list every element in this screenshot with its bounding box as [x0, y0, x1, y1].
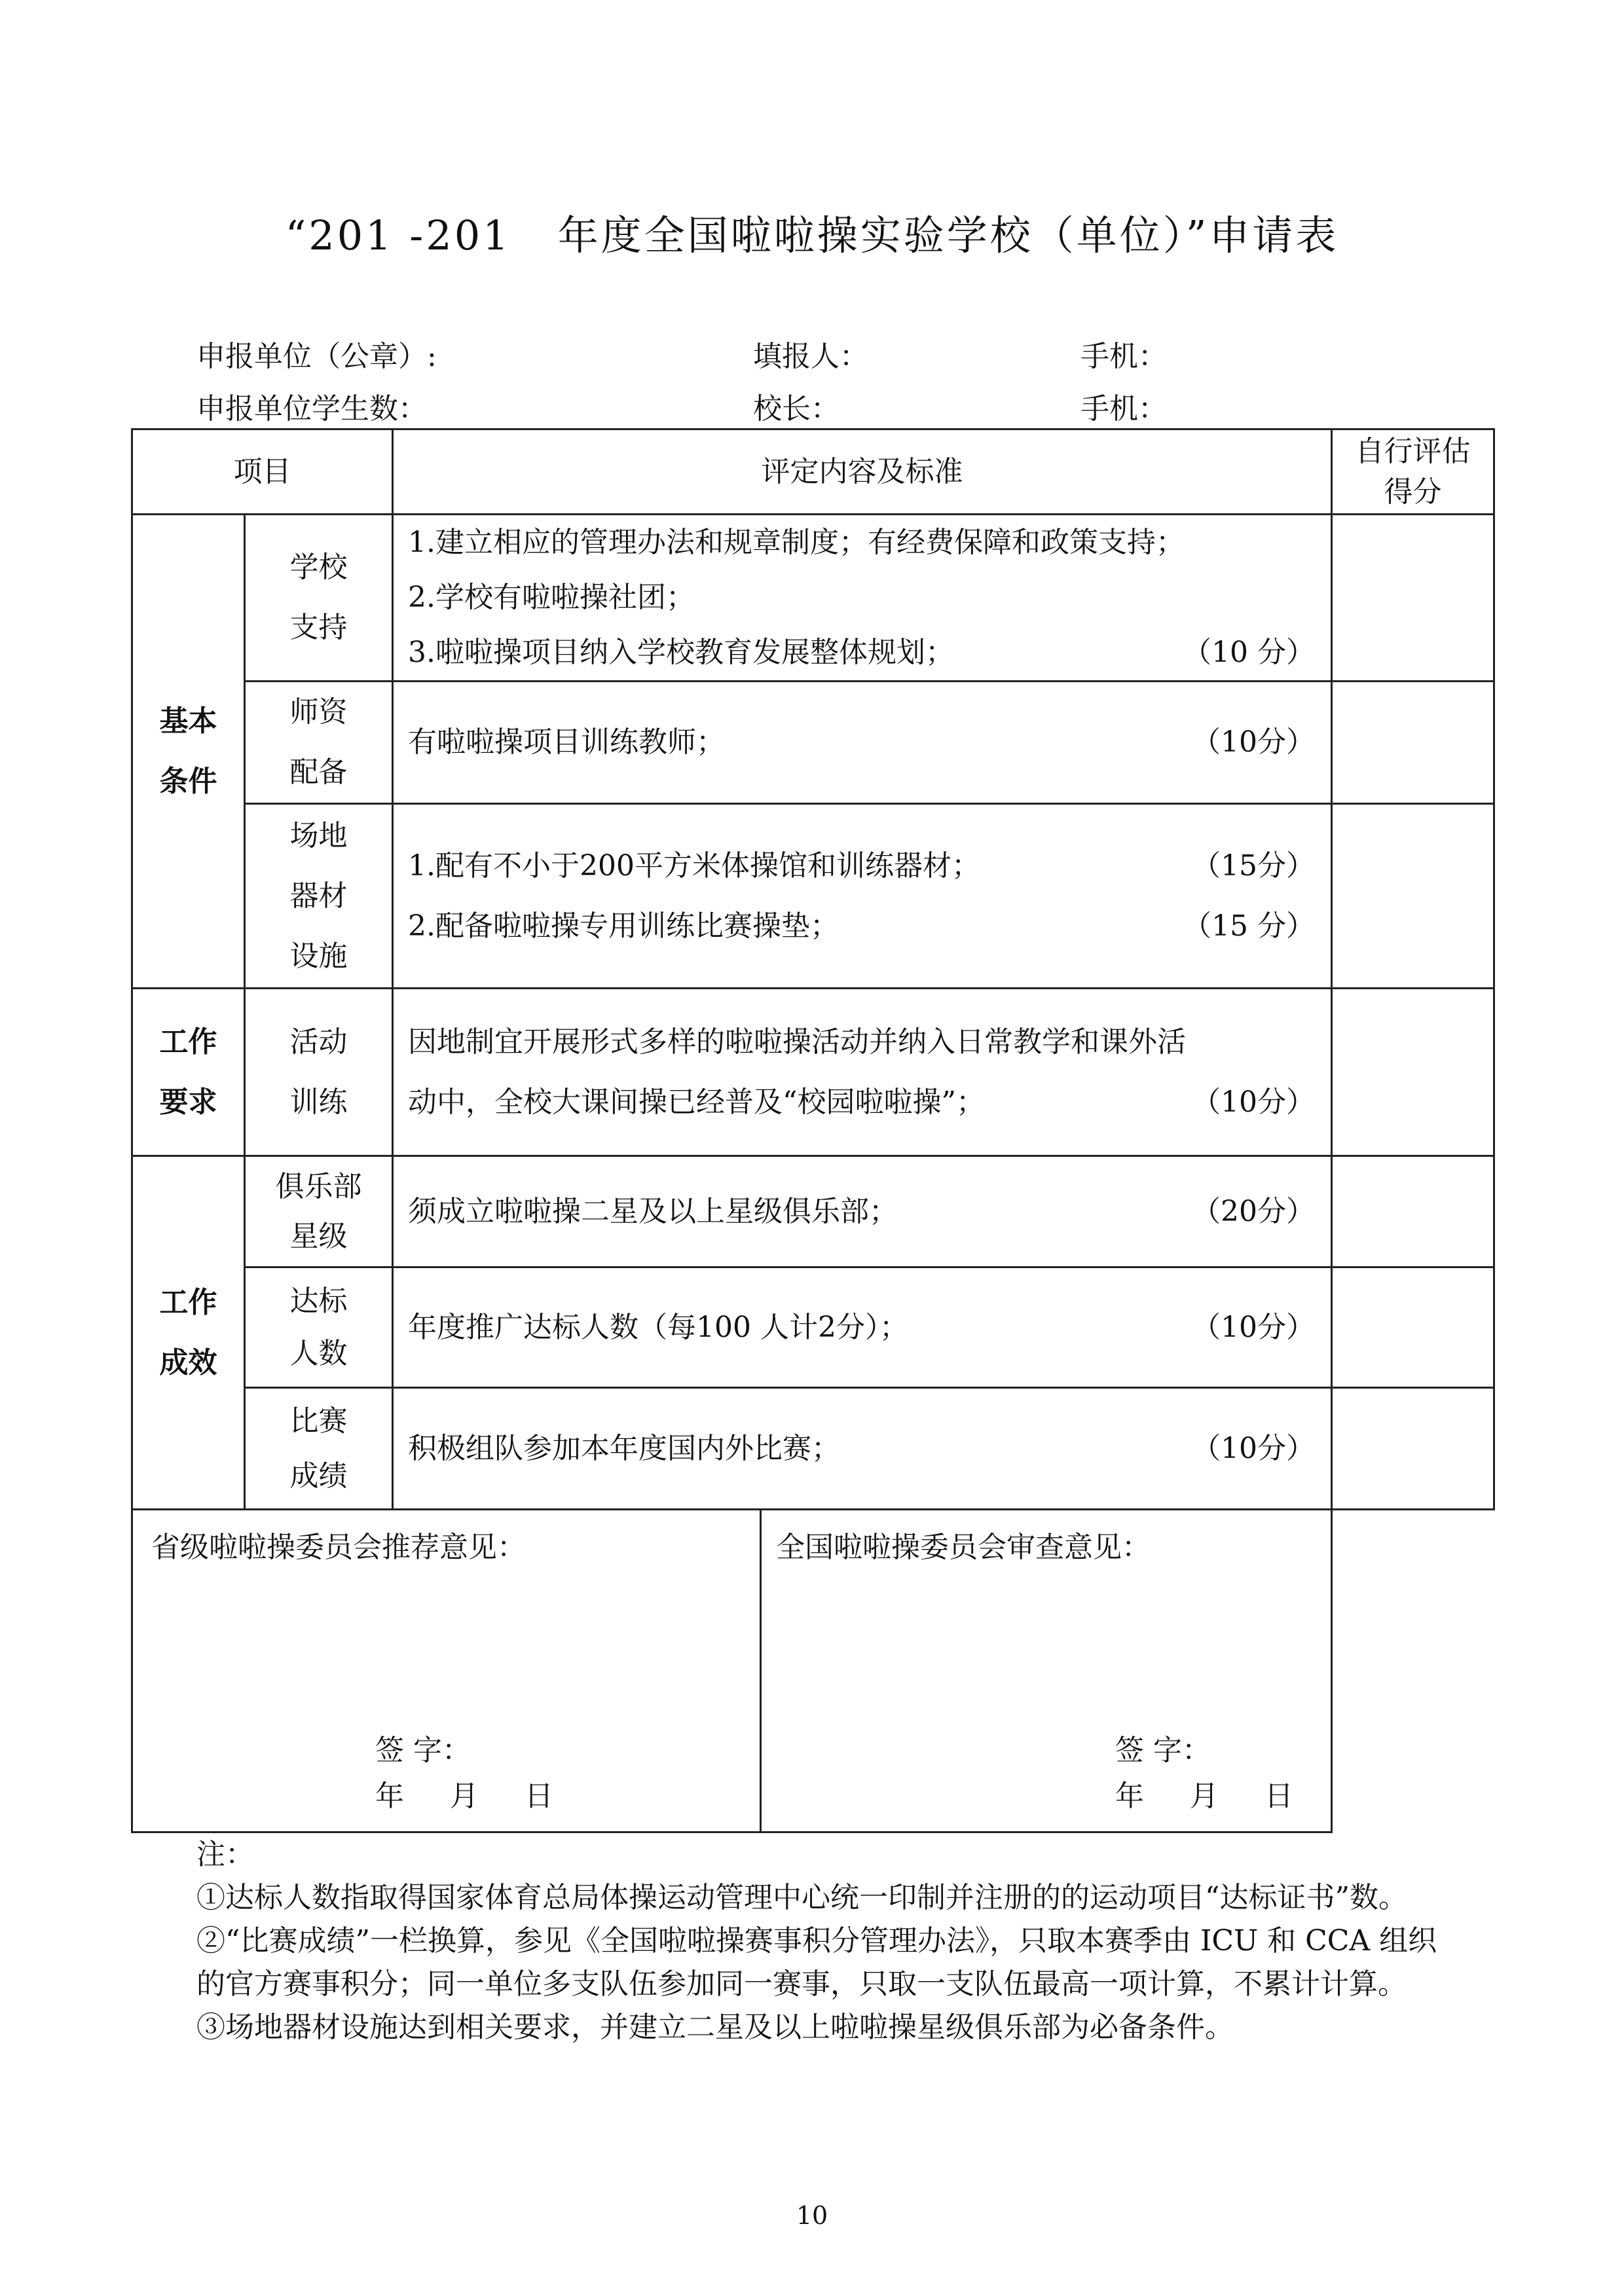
national-opinion-box[interactable]	[762, 1510, 1331, 1831]
filler-label: 填报人：	[753, 340, 868, 373]
phone-label-2: 手机：	[1080, 392, 1167, 426]
category-results	[132, 1156, 245, 1510]
sub-item-qualified-count: 达标 人数	[245, 1267, 393, 1388]
criteria-cell: 1.配有不小于200平方米体操馆和训练器材； （15分） 2.配备啦啦操专用训练比赛操垫； （15 分）	[393, 804, 1332, 989]
table-row	[132, 989, 1494, 1156]
score-input-cell[interactable]	[1332, 1156, 1494, 1267]
col-score-header-l1: 自行评估	[1355, 434, 1471, 468]
category-label: 条件	[159, 764, 217, 798]
signature-label: 签 字：	[375, 1734, 471, 1767]
form-title: “201 -201 年度全国啦啦操实验学校（单位）”申请表	[285, 211, 1339, 259]
provincial-opinion-label: 省级啦啦操委员会推荐意见：	[151, 1531, 526, 1564]
date-label: 年 月 日	[1115, 1779, 1293, 1813]
criteria-cell: 年度推广达标人数（每100 人计2分）； （10分）	[393, 1267, 1332, 1388]
score-input-cell[interactable]	[1332, 1388, 1494, 1510]
col-score-header-l2: 得分	[1384, 475, 1442, 509]
category-label: 成效	[159, 1345, 217, 1379]
table-row	[132, 1510, 1494, 1832]
score-input-cell[interactable]	[1332, 989, 1494, 1156]
table-row	[132, 1156, 1494, 1267]
category-label: 工作	[159, 1025, 217, 1059]
note-3: ③场地器材设施达到相关要求，并建立二星及以上啦啦操星级俱乐部为必备条件。	[196, 2011, 1234, 2044]
category-label: 基本	[159, 704, 217, 738]
table-row	[132, 804, 1494, 989]
category-basic	[132, 515, 245, 989]
sub-item-competition: 比赛 成绩	[245, 1388, 393, 1510]
score-input-cell[interactable]	[1332, 515, 1494, 682]
score-input-cell[interactable]	[1332, 804, 1494, 989]
unit-label: 申报单位（公章）:	[196, 340, 437, 373]
category-label: 工作	[159, 1285, 217, 1319]
category-requirements	[132, 989, 245, 1156]
principal-label: 校长：	[753, 392, 840, 426]
table-row	[132, 1388, 1494, 1510]
sub-item-facilities: 场地 器材 设施	[245, 804, 393, 989]
score-input-cell[interactable]	[1332, 1267, 1494, 1388]
col-criteria-header: 评定内容及标准	[393, 429, 1332, 515]
signature-label: 签 字：	[1115, 1734, 1211, 1767]
provincial-opinion-box[interactable]	[133, 1510, 762, 1831]
students-label: 申报单位学生数：	[196, 392, 427, 426]
criteria-cell: 因地制宜开展形式多样的啦啦操活动并纳入日常教学和课外活 （10分） 动中，全校大课间操已经普及“校园啦啦操”；	[393, 989, 1332, 1156]
date-label: 年 月 日	[375, 1779, 553, 1813]
national-opinion-label: 全国啦啦操委员会审查意见：	[776, 1531, 1151, 1564]
notes-section	[196, 1833, 1447, 2049]
note-1: ①达标人数指取得国家体育总局体操运动管理中心统一印制并注册的的运动项目“达标证书”数。	[196, 1881, 1407, 1914]
table-row	[132, 1267, 1494, 1388]
notes-heading: 注：	[196, 1838, 254, 1871]
col-project-header: 项目	[132, 429, 393, 515]
application-table	[131, 428, 1495, 1833]
table-row	[132, 682, 1494, 804]
sub-item-club-rating: 俱乐部 星级	[245, 1156, 393, 1267]
criteria-cell: 有啦啦操项目训练教师； （10分）	[393, 682, 1332, 804]
criteria-cell: 积极组队参加本年度国内外比赛； （10分）	[393, 1388, 1332, 1510]
criteria-cell: 须成立啦啦操二星及以上星级俱乐部； （20分）	[393, 1156, 1332, 1267]
sub-item-activities: 活动 训练	[245, 989, 393, 1156]
sub-item-school-support: 学校 支持	[245, 515, 393, 682]
score-input-cell[interactable]	[1332, 682, 1494, 804]
col-score-header	[1332, 429, 1494, 515]
table-row	[132, 515, 1494, 682]
note-2: ②“比赛成绩”一栏换算，参见《全国啦啦操赛事积分管理办法》，只取本赛季由 ICU 和 CCA 组织的官方赛事积分；同一单位多支队伍参加同一赛事，只取一支队伍最高一项计算，不累计计算。	[196, 1924, 1437, 2001]
page-number: 10	[796, 2201, 828, 2230]
phone-label-1: 手机：	[1080, 340, 1167, 373]
category-label: 要求	[159, 1085, 217, 1119]
criteria-cell: 1.建立相应的管理办法和规章制度；有经费保障和政策支持； 2.学校有啦啦操社团； 3.啦啦操项目纳入学校教育发展整体规划； （10 分）	[393, 515, 1332, 682]
sub-item-teachers: 师资 配备	[245, 682, 393, 804]
